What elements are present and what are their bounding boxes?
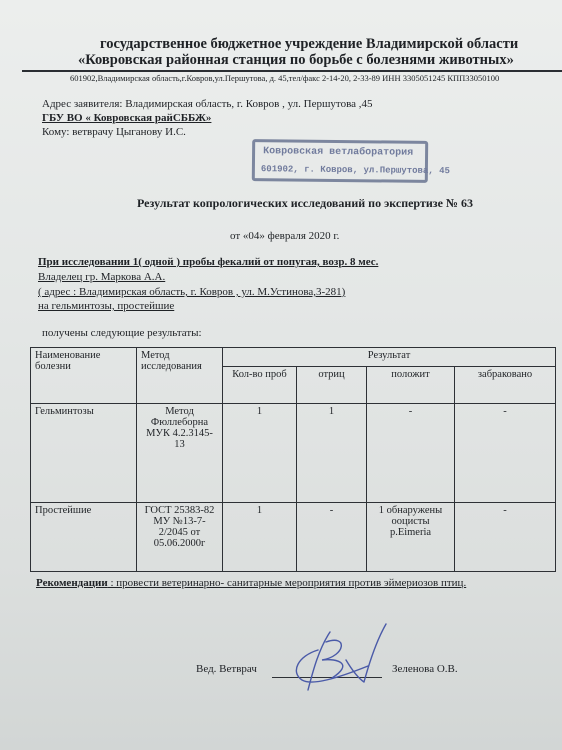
recommend-label: Рекомендации — [36, 577, 108, 589]
header-positive: положит — [367, 367, 455, 404]
header-rejected: забраковано — [455, 367, 556, 404]
applicant-address: Адрес заявителя: Владимирская область, г. Ковров , ул. Першутова ,45 — [42, 98, 373, 110]
results-intro: получены следующие результаты: — [42, 327, 202, 339]
document-date: от «04» февраля 2020 г. — [230, 230, 340, 242]
row-method: Метод Фюллеборна МУК 4.2.3145-13 — [137, 404, 223, 503]
row-disease: Гельминтозы — [31, 404, 137, 503]
study-owner-address: ( адрес : Владимирская область, г. Ковров , ул. М.Устинова,3-281) — [38, 286, 346, 298]
document-title: Результат копрологических исследований по экспертизе № 63 — [137, 196, 473, 210]
header-result: Результат — [223, 348, 556, 367]
org-header-line1: государственное бюджетное учреждение Владимирской области — [100, 36, 519, 52]
stamp-line2: 601902, г. Ковров, ул.Першутова, 45 — [260, 164, 450, 177]
recommendations — [36, 577, 466, 589]
signature-mark — [268, 620, 408, 695]
recipient: Кому: ветврачу Цыганову И.С. — [42, 126, 186, 138]
header-negative: отриц — [297, 367, 367, 404]
row-method: ГОСТ 25383-82 МУ №13-7-2/2045 от 05.06.2000г — [137, 503, 223, 572]
header-rule — [22, 70, 562, 72]
row-rejected: - — [455, 503, 556, 572]
org-address: 601902,Владимирская область,г.Ковров,ул.Першутова, д. 45,тел/факс 2-14-20, 2-33-89 ИНН 3305051245 КПП33050100 — [70, 73, 500, 83]
row-positive: 1 обнаружены ооцисты р.Eimeria — [367, 503, 455, 572]
study-owner: Владелец гр. Маркова А.А. — [38, 271, 166, 283]
row-negative: 1 — [297, 404, 367, 503]
signer-role: Вед. Ветврач — [196, 663, 257, 675]
recommend-text: : провести ветеринарно- санитарные мероприятия против эймериозов птиц. — [107, 577, 467, 589]
table-row — [31, 503, 556, 572]
signer-name: Зеленова О.В. — [392, 663, 458, 675]
header-count: Кол-во проб — [223, 367, 297, 404]
row-positive: - — [367, 404, 455, 503]
row-rejected: - — [455, 404, 556, 503]
applicant-org: ГБУ ВО « Ковровская райСББЖ» — [42, 112, 212, 124]
row-disease: Простейшие — [31, 503, 137, 572]
row-negative: - — [297, 503, 367, 572]
header-disease: Наименование болезни — [31, 348, 137, 404]
header-method: Метод исследования — [137, 348, 223, 404]
table-header-row — [31, 348, 556, 367]
study-subject: на гельминтозы, простейшие — [38, 300, 175, 312]
row-count: 1 — [223, 404, 297, 503]
results-table — [30, 347, 556, 572]
row-count: 1 — [223, 503, 297, 572]
study-line1: При исследовании 1( одной ) пробы фекалий от попугая, возр. 8 мес. — [38, 256, 379, 268]
table-row — [31, 404, 556, 503]
lab-stamp — [252, 139, 450, 183]
org-header-line2: «Ковровская районная станция по борьбе с болезнями животных» — [78, 52, 514, 68]
stamp-line1: Ковровская ветлаборатория — [263, 146, 414, 159]
